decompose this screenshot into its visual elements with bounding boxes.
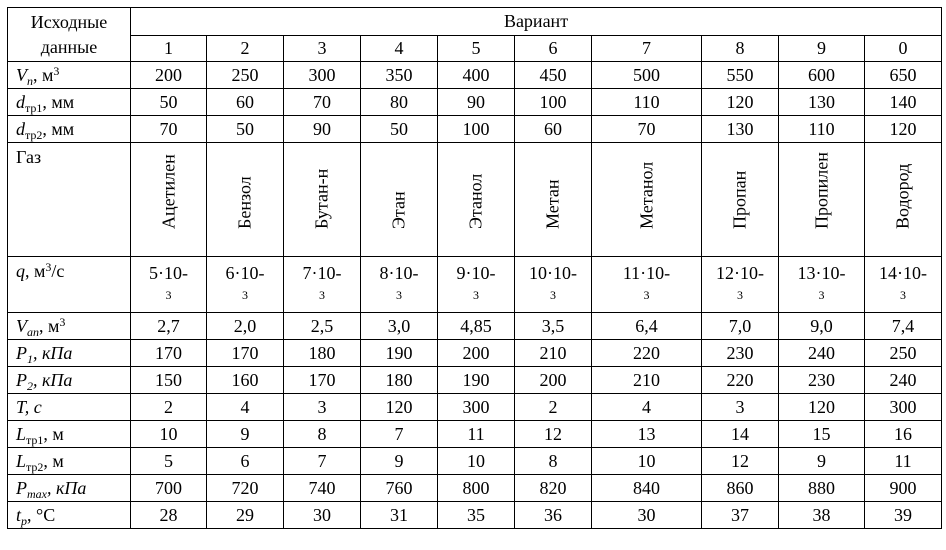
table-cell: 10: [131, 421, 207, 448]
table-cell: 90: [438, 89, 515, 116]
flow-rate-mantissa: 9·10-: [456, 263, 496, 283]
table-cell: 170: [207, 340, 284, 367]
row-symbol: P: [16, 477, 27, 498]
table-cell: 30: [592, 502, 702, 529]
table-cell: 7,0: [702, 313, 779, 340]
variant-number: 9: [779, 36, 865, 62]
flow-rate-exponent: 3: [319, 288, 325, 302]
corner-line-2: данные: [40, 36, 98, 57]
table-cell: 180: [284, 340, 361, 367]
variant-number: 4: [361, 36, 438, 62]
table-cell: 37: [702, 502, 779, 529]
table-cell: 9: [779, 448, 865, 475]
table-row: [8, 502, 942, 529]
row-label: [8, 340, 131, 367]
corner-header: [8, 8, 131, 62]
table-cell: 29: [207, 502, 284, 529]
gas-name: Водород: [892, 163, 913, 229]
variant-number: 6: [515, 36, 592, 62]
source-data-table: [7, 7, 942, 529]
row-label: [8, 89, 131, 116]
flow-rate-exponent: 3: [396, 288, 402, 302]
table-cell: 15: [779, 421, 865, 448]
corner-line-1: Исходные: [30, 11, 108, 32]
gas-name-box: [284, 144, 360, 256]
table-row: [8, 421, 942, 448]
table-cell: 220: [592, 340, 702, 367]
table-cell: 8: [284, 421, 361, 448]
table-cell: 3: [702, 394, 779, 421]
table-cell: 740: [284, 475, 361, 502]
row-symbol: V: [16, 315, 27, 336]
gas-name: Метанол: [636, 161, 656, 229]
flow-rate-exponent: 3: [165, 288, 172, 302]
table-cell: [207, 257, 284, 313]
variant-number: 5: [438, 36, 515, 62]
variant-number: 3: [284, 36, 361, 62]
row-symbol: q: [16, 261, 25, 281]
table-cell: 31: [361, 502, 438, 529]
table-cell: [779, 257, 865, 313]
gas-cell: [438, 143, 515, 257]
table-cell: 90: [284, 116, 361, 143]
table-cell: 860: [702, 475, 779, 502]
row-symbol-subscript: 1: [27, 351, 33, 366]
flow-rate-mantissa: 13·10-: [797, 263, 846, 283]
table-cell: 240: [779, 340, 865, 367]
table-cell: 600: [779, 62, 865, 89]
table-cell: 6,4: [592, 313, 702, 340]
gas-cell: [284, 143, 361, 257]
row-label: [8, 475, 131, 502]
table-row: [8, 367, 942, 394]
flow-rate-exponent: 3: [900, 288, 906, 302]
table-cell: 800: [438, 475, 515, 502]
row-symbol: P: [16, 342, 27, 363]
table-cell: 70: [284, 89, 361, 116]
row-unit-superscript: 3: [53, 63, 60, 78]
table-cell: 60: [515, 116, 592, 143]
table-cell: 200: [515, 367, 592, 394]
variant-number: 8: [702, 36, 779, 62]
flow-rate-mantissa: 10·10-: [529, 263, 577, 283]
table-cell: 9: [361, 448, 438, 475]
row-symbol-subscript: max: [27, 486, 47, 501]
row-unit-superscript: 3: [45, 260, 52, 274]
row-label: [8, 502, 131, 529]
table-cell: 140: [865, 89, 942, 116]
table-cell: 4,85: [438, 313, 515, 340]
table-row: [8, 448, 942, 475]
table-cell: 880: [779, 475, 865, 502]
table-cell: [131, 257, 207, 313]
table-cell: 11: [865, 448, 942, 475]
table-row: [8, 340, 942, 367]
flow-rate-exponent: 3: [737, 288, 743, 302]
table-cell: 5: [131, 448, 207, 475]
table-cell: 70: [131, 116, 207, 143]
row-symbol: d: [16, 91, 25, 112]
variant-number: 0: [865, 36, 942, 62]
table-cell: 300: [284, 62, 361, 89]
gas-name-box: [865, 144, 941, 256]
table-cell: 50: [131, 89, 207, 116]
flow-rate-mantissa: 5·10-: [149, 263, 188, 283]
table-row: [8, 62, 942, 89]
table-cell: 120: [779, 394, 865, 421]
row-unit: , кПа: [47, 477, 87, 498]
flow-rate-exponent: 3: [473, 288, 479, 302]
table-cell: 190: [438, 367, 515, 394]
flow-rate-mantissa: 7·10-: [302, 263, 342, 283]
table-cell: 100: [438, 116, 515, 143]
table-cell: 12: [702, 448, 779, 475]
row-symbol: t: [16, 504, 22, 525]
row-unit: , мм: [42, 118, 75, 139]
row-label: [8, 394, 131, 421]
table-row: [8, 116, 942, 143]
gas-name: Ацетилен: [158, 154, 178, 229]
flow-rate-row: [8, 257, 942, 313]
row-symbol-subscript: ап: [27, 324, 39, 339]
row-unit: , кПа: [33, 369, 73, 390]
table-cell: 8: [515, 448, 592, 475]
row-unit: , с: [24, 396, 42, 417]
table-cell: 160: [207, 367, 284, 394]
table-cell: 180: [361, 367, 438, 394]
table-cell: 900: [865, 475, 942, 502]
table-cell: 2,5: [284, 313, 361, 340]
flow-rate-exponent: 3: [818, 288, 825, 302]
table-cell: [592, 257, 702, 313]
flow-rate-mantissa: 6·10-: [225, 263, 265, 283]
row-label: [8, 62, 131, 89]
table-cell: 35: [438, 502, 515, 529]
table-cell: 300: [438, 394, 515, 421]
table-cell: 230: [702, 340, 779, 367]
table-cell: 500: [592, 62, 702, 89]
table-cell: 760: [361, 475, 438, 502]
table-cell: 3: [284, 394, 361, 421]
table-cell: 350: [361, 62, 438, 89]
table-cell: [702, 257, 779, 313]
table-cell: 250: [207, 62, 284, 89]
gas-label: Газ: [8, 143, 131, 257]
row-symbol: L: [16, 423, 27, 444]
row-symbol-subscript: п: [27, 73, 33, 88]
row-label: [8, 421, 131, 448]
variant-number: 7: [592, 36, 702, 62]
table-cell: 400: [438, 62, 515, 89]
table-cell: 230: [779, 367, 865, 394]
gas-cell: [592, 143, 702, 257]
row-label: [8, 116, 131, 143]
table-cell: 450: [515, 62, 592, 89]
row-symbol-subscript: тр1: [26, 432, 44, 447]
variant-header: Вариант: [131, 8, 942, 36]
row-unit: , м: [43, 450, 64, 471]
table-cell: [361, 257, 438, 313]
table-cell: [515, 257, 592, 313]
row-unit: , м: [33, 64, 54, 85]
table-cell: 39: [865, 502, 942, 529]
table-cell: 220: [702, 367, 779, 394]
row-symbol-subscript: 2: [27, 378, 33, 393]
table-cell: 820: [515, 475, 592, 502]
flow-rate-mantissa: 8·10-: [379, 263, 419, 283]
table-cell: 700: [131, 475, 207, 502]
table-cell: 12: [515, 421, 592, 448]
table-cell: 7: [361, 421, 438, 448]
table-cell: 36: [515, 502, 592, 529]
table-cell: 11: [438, 421, 515, 448]
table-cell: 3,0: [361, 313, 438, 340]
table-cell: 120: [865, 116, 942, 143]
row-symbol: T: [16, 396, 25, 417]
table-cell: 720: [207, 475, 284, 502]
table-row: [8, 394, 942, 421]
gas-cell: [779, 143, 865, 257]
row-unit: , кПа: [33, 342, 73, 363]
flow-rate-mantissa: 11·10-: [622, 263, 671, 283]
table-cell: 4: [207, 394, 284, 421]
table-cell: [284, 257, 361, 313]
table-row: [8, 313, 942, 340]
table-cell: 840: [592, 475, 702, 502]
table-cell: 9: [207, 421, 284, 448]
table-cell: 200: [131, 62, 207, 89]
row-unit-superscript: 3: [59, 314, 66, 329]
table-cell: [438, 257, 515, 313]
flow-rate-exponent: 3: [643, 288, 650, 302]
table-cell: 200: [438, 340, 515, 367]
row-unit: , °С: [27, 504, 56, 525]
table-row: [8, 89, 942, 116]
table-cell: 13: [592, 421, 702, 448]
table-cell: 120: [361, 394, 438, 421]
table-cell: 120: [702, 89, 779, 116]
table-cell: 2,0: [207, 313, 284, 340]
gas-name-box: [779, 144, 864, 256]
gas-name: Бензол: [234, 176, 255, 229]
gas-cell: [361, 143, 438, 257]
row-unit: , м: [43, 423, 64, 444]
table-cell: 50: [207, 116, 284, 143]
table-cell: 7,4: [865, 313, 942, 340]
table-cell: 50: [361, 116, 438, 143]
row-symbol: V: [16, 64, 27, 85]
table-cell: 190: [361, 340, 438, 367]
gas-name-box: [592, 144, 701, 256]
table-cell: 170: [284, 367, 361, 394]
row-symbol-subscript: тр2: [26, 459, 44, 474]
table-row: [8, 475, 942, 502]
flow-rate-mantissa: 12·10-: [716, 263, 764, 283]
table-cell: 9,0: [779, 313, 865, 340]
gas-row: [8, 143, 942, 257]
table-cell: 38: [779, 502, 865, 529]
table-cell: 250: [865, 340, 942, 367]
table-cell: 300: [865, 394, 942, 421]
gas-name-box: [515, 144, 591, 256]
gas-cell: [207, 143, 284, 257]
gas-name: Пропан: [729, 170, 750, 229]
table-cell: 70: [592, 116, 702, 143]
table-cell: 100: [515, 89, 592, 116]
gas-cell: [865, 143, 942, 257]
gas-name-box: [438, 144, 514, 256]
table-cell: 80: [361, 89, 438, 116]
gas-name: Этан: [388, 191, 409, 229]
flow-rate-exponent: 3: [242, 288, 248, 302]
gas-name-box: [131, 144, 206, 256]
table-cell: 10: [592, 448, 702, 475]
gas-name-box: [361, 144, 437, 256]
gas-cell: [515, 143, 592, 257]
row-unit: , м: [39, 315, 60, 336]
table-cell: 170: [131, 340, 207, 367]
gas-name: Бутан-н: [311, 168, 332, 229]
table-cell: 110: [779, 116, 865, 143]
gas-name-box: [702, 144, 778, 256]
row-unit-tail: /с: [51, 261, 65, 281]
table-cell: 210: [592, 367, 702, 394]
table-cell: 240: [865, 367, 942, 394]
row-unit: , мм: [42, 91, 75, 112]
table-cell: 2: [515, 394, 592, 421]
row-label: [8, 313, 131, 340]
row-label: [8, 257, 131, 313]
table-cell: [865, 257, 942, 313]
table-cell: 150: [131, 367, 207, 394]
table-cell: 130: [779, 89, 865, 116]
gas-name: Этанол: [465, 173, 486, 229]
gas-name-box: [207, 144, 283, 256]
table-cell: 3,5: [515, 313, 592, 340]
gas-name: Метан: [542, 179, 563, 229]
gas-name: Пропилен: [811, 152, 831, 229]
row-label: [8, 367, 131, 394]
table-cell: 30: [284, 502, 361, 529]
variant-number: 2: [207, 36, 284, 62]
variant-number: 1: [131, 36, 207, 62]
row-symbol: d: [16, 118, 25, 139]
row-unit: , м: [25, 261, 46, 281]
table-cell: 6: [207, 448, 284, 475]
row-symbol-subscript: р: [21, 513, 28, 528]
gas-cell: [702, 143, 779, 257]
table-cell: 14: [702, 421, 779, 448]
row-symbol: P: [16, 369, 27, 390]
table-cell: 10: [438, 448, 515, 475]
row-symbol-subscript: тр1: [25, 100, 43, 115]
table-cell: 210: [515, 340, 592, 367]
table-cell: 2,7: [131, 313, 207, 340]
table-cell: 60: [207, 89, 284, 116]
table-cell: 16: [865, 421, 942, 448]
table-cell: 4: [592, 394, 702, 421]
row-symbol: L: [16, 450, 27, 471]
gas-cell: [131, 143, 207, 257]
table-cell: 28: [131, 502, 207, 529]
flow-rate-exponent: 3: [550, 288, 556, 302]
row-label: [8, 448, 131, 475]
table-cell: 110: [592, 89, 702, 116]
flow-rate-mantissa: 14·10-: [879, 263, 927, 283]
table-cell: 650: [865, 62, 942, 89]
table-cell: 550: [702, 62, 779, 89]
row-symbol-subscript: тр2: [25, 127, 43, 142]
table-cell: 7: [284, 448, 361, 475]
table-cell: 2: [131, 394, 207, 421]
table-cell: 130: [702, 116, 779, 143]
